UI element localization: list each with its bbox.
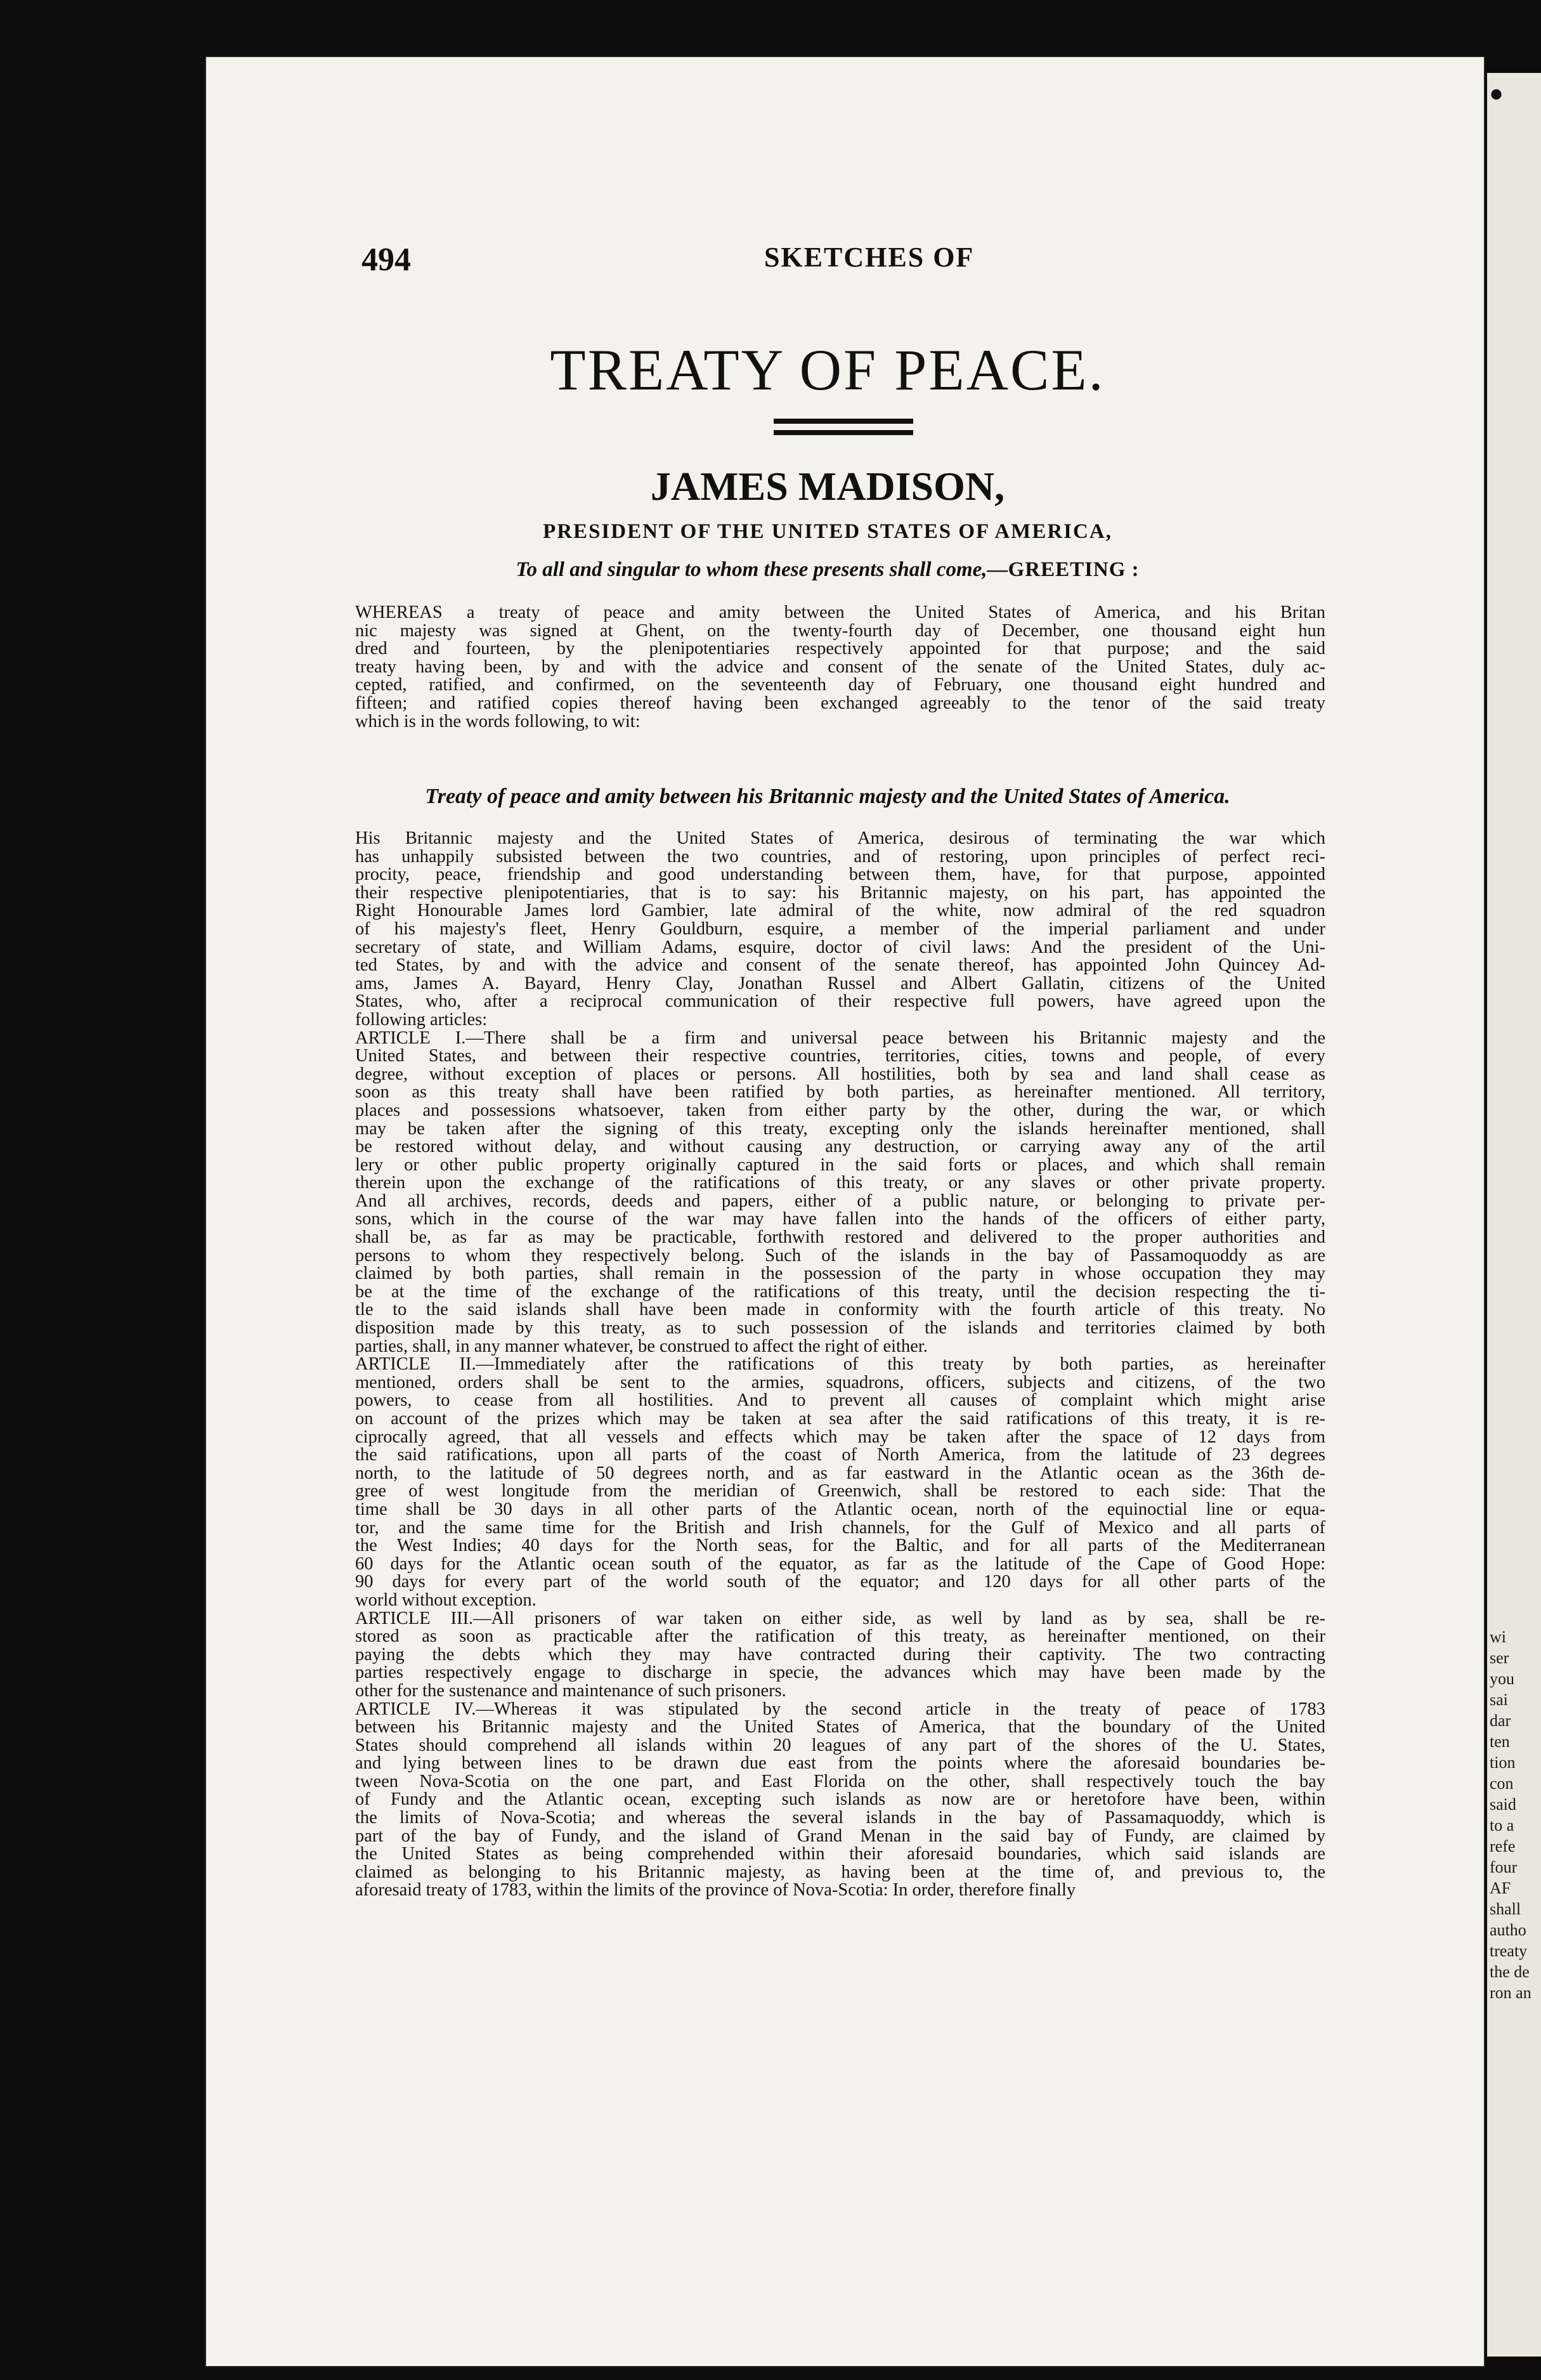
text-line: aforesaid treaty of 1783, within the limits of the province of Nova-Scotia: In order, therefore finally [355, 1880, 1076, 1900]
adjacent-page-fragment: ser [1490, 1649, 1509, 1667]
adjacent-page-fragment: dar [1490, 1711, 1511, 1730]
text-line: gree of west longitude from the meridian of Greenwich, shall be restored to each side: That the [355, 1481, 1325, 1501]
text-line: north, to the latitude of 50 degrees north, and as far eastward in the Atlantic ocean as the 36th de- [355, 1463, 1325, 1483]
adjacent-page-fragment: you [1490, 1670, 1514, 1688]
treaty-heading: Treaty of peace and amity between his Britannic majesty and the United States of America. [425, 785, 1230, 808]
text-line: soon as this treaty shall have been ratified by both parties, as hereinafter mentioned. All territory, [355, 1082, 1325, 1102]
text-line: tor, and the same time for the British and Irish channels, for the Gulf of Mexico and all parts of [355, 1517, 1325, 1538]
running-head: SKETCHES OF [764, 242, 975, 273]
adjacent-page-fragment: shall [1490, 1900, 1521, 1918]
text-line: disposition made by this treaty, as to such possession of the islands and territories claimed by both [355, 1318, 1325, 1338]
preamble-paragraph [355, 604, 1325, 731]
adjacent-page-fragment: sai [1490, 1690, 1508, 1709]
text-line: cepted, ratified, and confirmed, on the seventeenth day of February, one thousand eight hundred and [355, 675, 1325, 695]
text-line: the limits of Nova-Scotia; and whereas the several islands in the bay of Passamaquoddy, which is [355, 1808, 1325, 1828]
text-line: nic majesty was signed at Ghent, on the twenty-fourth day of December, one thousand eight hun [355, 620, 1325, 641]
text-line: be at the time of the exchange of the ratifications of this treaty, until the decision respecting the ti- [355, 1281, 1325, 1302]
text-line: other for the sustenance and maintenance of such prisoners. [355, 1680, 786, 1701]
text-line: and lying between lines to be drawn due east from the points where the aforesaid boundaries be- [355, 1753, 1325, 1774]
text-line: His Britannic majesty and the United States of America, desirous of terminating the war which [355, 828, 1325, 848]
adjacent-page-fragment: autho [1490, 1921, 1526, 1939]
text-line: may be taken after the signing of this treaty, excepting only the islands hereinafter mentioned, shall [355, 1118, 1325, 1139]
text-line: on account of the prizes which may be taken at sea after the said ratifications of this treaty, it is re- [355, 1409, 1325, 1429]
page-header [361, 241, 1344, 279]
adjacent-page-fragment: ron an [1490, 1984, 1531, 2002]
text-line: between his Britannic majesty and the United States of America, that the boundary of the United [355, 1717, 1325, 1737]
president-title: PRESIDENT OF THE UNITED STATES OF AMERICA, [543, 520, 1112, 543]
adjacent-page-mark: • [1490, 74, 1504, 115]
adjacent-page-fragment: tion [1490, 1753, 1516, 1772]
title-rule-bottom [774, 430, 913, 435]
text-line: WHEREAS a treaty of peace and amity between the United States of America, and his Britan [355, 603, 1325, 622]
text-line: world without exception. [355, 1590, 536, 1610]
document-title: TREATY OF PEACE. [550, 337, 1105, 402]
adjacent-page-fragment: the de [1490, 1963, 1530, 1981]
president-name: JAMES MADISON, [650, 464, 1005, 509]
text-line: secretary of state, and William Adams, esquire, doctor of civil laws: And the president of the Uni- [355, 937, 1325, 957]
text-line: sons, which in the course of the war may have fallen into the hands of the officers of either party, [355, 1209, 1325, 1229]
adjacent-page-fragment: ten [1490, 1732, 1510, 1751]
adjacent-page-fragment: refe [1490, 1837, 1516, 1855]
text-line: of Fundy and the Atlantic ocean, excepting such islands as now are or heretofore have been, within [355, 1789, 1325, 1810]
text-line: ARTICLE IV.—Whereas it was stipulated by the second article in the treaty of peace of 1783 [355, 1699, 1325, 1719]
text-line: lery or other public property originally captured in the said forts or places, and which shall remain [355, 1154, 1325, 1175]
page-number: 494 [361, 242, 411, 278]
adjacent-page-fragment: wi [1490, 1628, 1506, 1646]
text-line: ams, James A. Bayard, Henry Clay, Jonathan Russel and Albert Gallatin, citizens of the United [355, 973, 1325, 993]
text-line: paying the debts which they may have contracted during their captivity. The two contracting [355, 1644, 1325, 1664]
salutation-text: To all and singular to whom these presents shall come,— [516, 558, 1008, 581]
text-line: ARTICLE I.—There shall be a firm and universal peace between his Britannic majesty and the [355, 1028, 1325, 1048]
text-line: persons to whom they respectively belong. Such of the islands in the bay of Passamoquoddy as are [355, 1245, 1325, 1265]
text-line: the United States as being comprehended within their aforesaid boundaries, which said islands are [355, 1844, 1325, 1864]
text-line: Right Honourable James lord Gambier, late admiral of the white, now admiral of the red squadron [355, 901, 1325, 921]
greeting-word: GREETING : [1008, 558, 1140, 581]
text-line: the said ratifications, upon all parts of the coast of North America, from the latitude of 23 degrees [355, 1445, 1325, 1465]
text-line: treaty having been, by and with the advice and consent of the senate of the United States, duly ac- [355, 657, 1325, 677]
adjacent-page-fragment: to a [1490, 1816, 1514, 1834]
text-line: parties respectively engage to discharge in specie, the advances which may have been made by the [355, 1663, 1325, 1683]
text-line: be restored without delay, and without causing any destruction, or carrying away any of the artil [355, 1137, 1325, 1157]
text-line: claimed as belonging to his Britannic majesty, as having been at the time of, and previous to, the [355, 1862, 1325, 1882]
text-line: parties, shall, in any manner whatever, be construed to affect the right of either. [355, 1336, 928, 1356]
adjacent-page-fragment: AF [1490, 1879, 1511, 1897]
text-line: fifteen; and ratified copies thereof having been exchanged agreeably to the tenor of the said treaty [355, 693, 1325, 713]
text-line: tween Nova-Scotia on the one part, and East Florida on the other, shall respectively touch the bay [355, 1771, 1325, 1791]
text-line: 90 days for every part of the world south of the equator; and 120 days for all other parts of the [355, 1572, 1325, 1592]
text-line: States, who, after a reciprocal communication of their respective full powers, have agreed upon the [355, 991, 1325, 1012]
title-rule-top [774, 419, 913, 424]
text-line: ARTICLE II.—Immediately after the ratifications of this treaty by both parties, as hereinafter [355, 1354, 1325, 1375]
text-line: ARTICLE III.—All prisoners of war taken on either side, as well by land as by sea, shall be re- [355, 1608, 1325, 1628]
text-line: And all archives, records, deeds and papers, either of a public nature, or belonging to private per- [355, 1191, 1325, 1211]
text-line: tle to the said islands shall have been made in conformity with the fourth article of this treaty. No [355, 1300, 1325, 1320]
text-line: time shall be 30 days in all other parts of the Atlantic ocean, north of the equinoctial line or equa- [355, 1499, 1325, 1519]
text-line: ted States, by and with the advice and consent of the senate thereof, has appointed John Quincey Ad- [355, 955, 1325, 976]
text-line: dred and fourteen, by the plenipotentiaries respectively appointed for that purpose; and the said [355, 639, 1325, 659]
text-line: powers, to cease from all hostilities. And to prevent all causes of complaint which might arise [355, 1390, 1325, 1411]
text-line: part of the bay of Fundy, and the island of Grand Menan in the said bay of Fundy, are claimed by [355, 1826, 1325, 1846]
text-line: which is in the words following, to wit: [355, 711, 640, 731]
text-line: has unhappily subsisted between the two countries, and of restoring, upon principles of perfect reci- [355, 846, 1325, 866]
adjacent-page-fragment: said [1490, 1795, 1516, 1814]
text-line: ciprocally agreed, that all vessels and effects which may be taken after the space of 12 days from [355, 1427, 1325, 1447]
text-line: mentioned, orders shall be sent to the armies, squadrons, officers, subjects and citizens, of the two [355, 1372, 1325, 1392]
text-line: 60 days for the Atlantic ocean south of the equator, as far as the latitude of the Cape of Good Hope: [355, 1553, 1325, 1574]
text-line: therein upon the exchange of the ratifications of this treaty, or any slaves or other private property. [355, 1173, 1325, 1193]
text-line: places and possessions whatsoever, taken from either party by the other, during the war, or which [355, 1100, 1325, 1120]
text-line: shall be, as far as may be practicable, forthwith restored and delivered to the proper authorities and [355, 1227, 1325, 1248]
text-line: States should comprehend all islands within 20 leagues of any part of the shores of the U. States, [355, 1735, 1325, 1755]
adjacent-page-fragment: treaty [1490, 1942, 1528, 1960]
text-line: of his majesty's fleet, Henry Gouldburn, esquire, a member of the imperial parliament and under [355, 919, 1325, 939]
text-line: their respective plenipotentiaries, that is to say: his Britannic majesty, on his part, has appointed the [355, 882, 1325, 903]
adjacent-page-fragment: con [1490, 1774, 1514, 1793]
text-line: degree, without exception of places or persons. All hostilities, both by sea and land shall cease as [355, 1064, 1325, 1084]
treaty-text [355, 830, 1325, 1900]
adjacent-page-edge [1487, 73, 1541, 2357]
salutation [273, 558, 1382, 582]
text-line: procity, peace, friendship and good understanding between them, have, for that purpose, appointed [355, 865, 1325, 885]
text-line: stored as soon as practicable after the ratification of this treaty, as hereinafter mentioned, on their [355, 1626, 1325, 1647]
text-line: following articles: [355, 1009, 488, 1030]
text-line: the West Indies; 40 days for the North seas, for the Baltic, and for all parts of the Mediterranean [355, 1536, 1325, 1556]
text-line: claimed by both parties, shall remain in the possession of the party in whose occupation they may [355, 1264, 1325, 1284]
adjacent-page-fragment: four [1490, 1858, 1518, 1876]
text-line: United States, and between their respective countries, territories, cities, towns and people, of every [355, 1046, 1325, 1066]
